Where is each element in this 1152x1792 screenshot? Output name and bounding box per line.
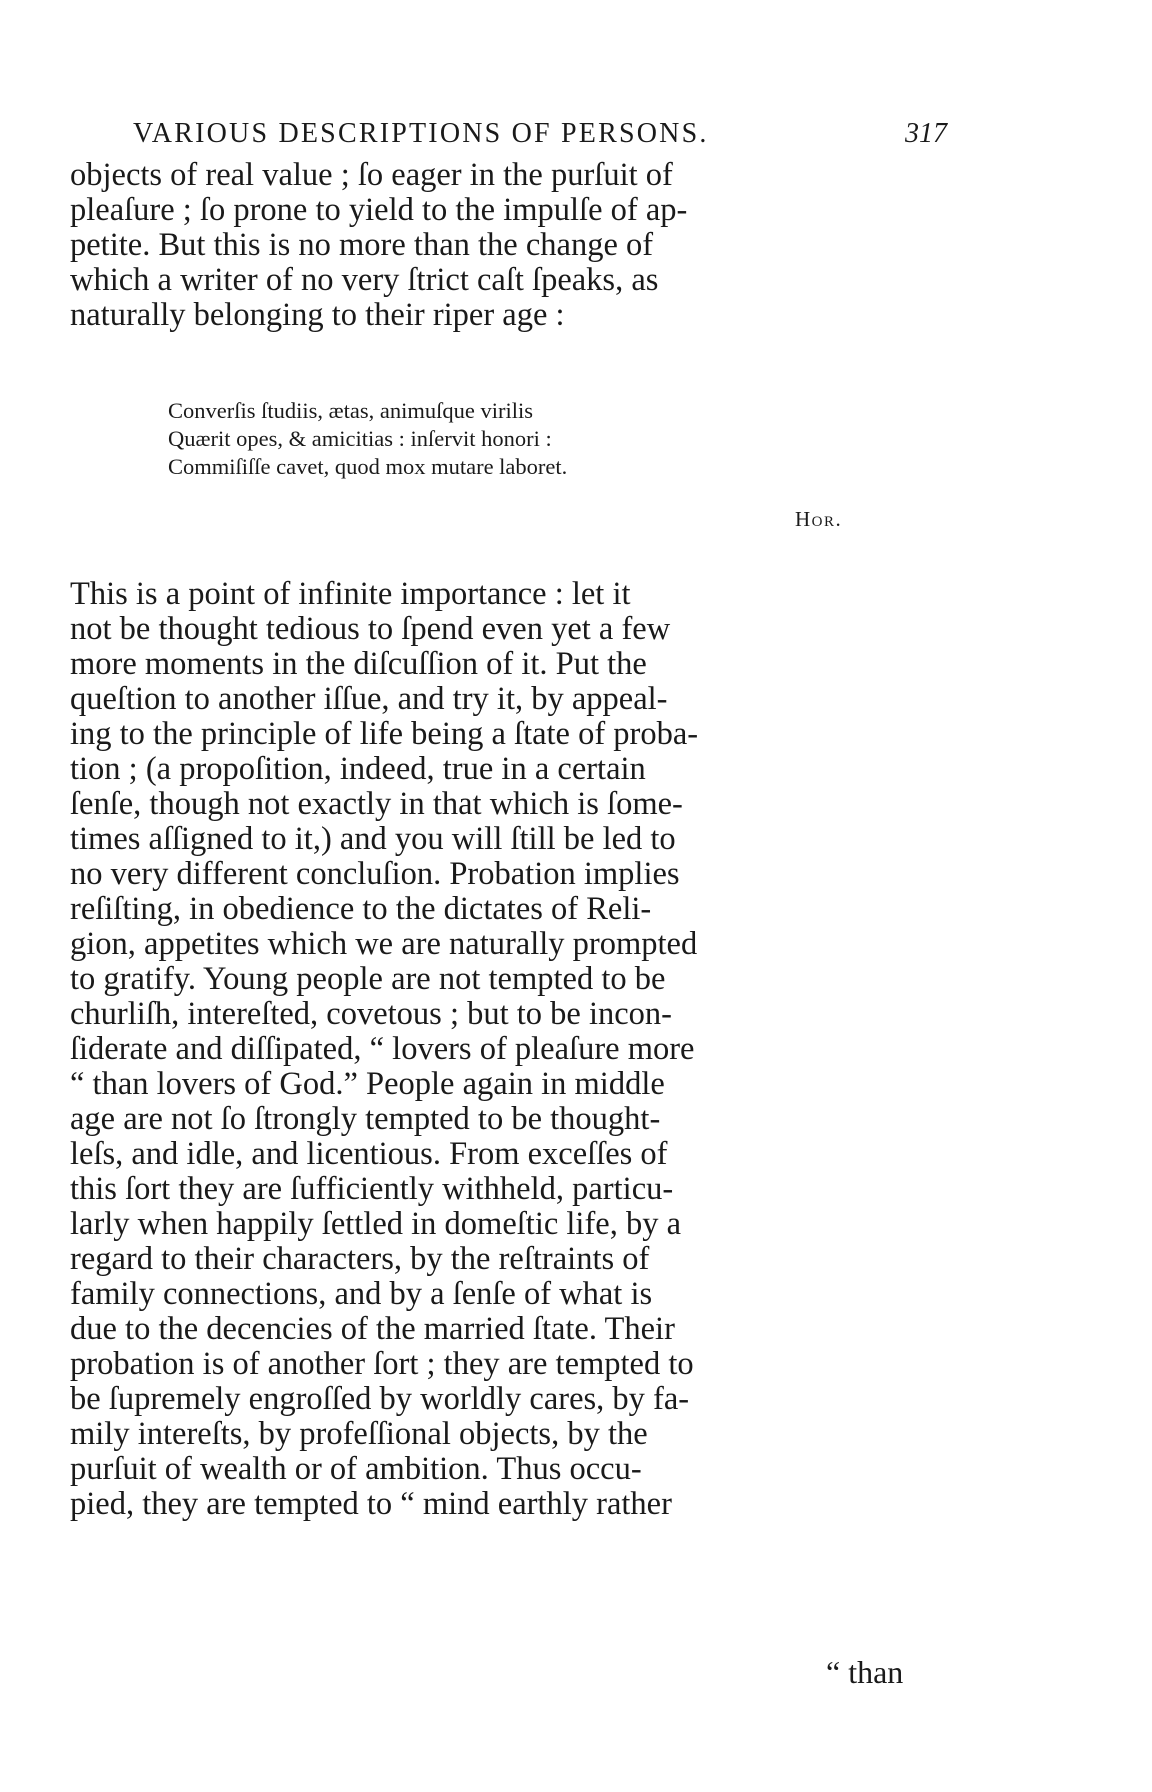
text-line: this ſort they are ſufficiently withheld, particu- — [70, 1171, 674, 1207]
text-line: objects of real value ; ſo eager in the purſuit of — [70, 157, 673, 193]
quote-line: Quærit opes, & amicitias : inſervit honori : — [168, 426, 552, 451]
text-line: reſiſting, in obedience to the dictates of Reli- — [70, 891, 652, 927]
text-line: probation is of another ſort ; they are tempted to — [70, 1346, 694, 1382]
quote-attribution: Hor. — [795, 507, 843, 531]
text-line: churliſh, intereſted, covetous ; but to be incon- — [70, 996, 672, 1032]
text-line: queſtion to another iſſue, and try it, by appeal- — [70, 681, 668, 717]
quote-line: Converſis ſtudiis, ætas, animuſque virilis — [168, 398, 533, 423]
text-line: ſenſe, though not exactly in that which is ſome- — [70, 786, 683, 822]
text-line: This is a point of infinite importance : let it — [70, 576, 631, 612]
running-head-title: VARIOUS DESCRIPTIONS OF PERSONS. — [133, 118, 709, 149]
text-line: regard to their characters, by the reſtraints of — [70, 1241, 650, 1277]
page-number: 317 — [905, 118, 947, 149]
text-line: petite. But this is no more than the change of — [70, 227, 654, 263]
text-line: not be thought tedious to ſpend even yet a few — [70, 611, 671, 647]
text-line: times aſſigned to it,) and you will ſtill be led to — [70, 821, 676, 857]
text-line: tion ; (a propoſition, indeed, true in a certain — [70, 751, 646, 787]
text-line: mily intereſts, by profeſſional objects, by the — [70, 1416, 648, 1452]
text-line: ing to the principle of life being a ſtate of proba- — [70, 716, 699, 752]
text-line: pied, they are tempted to “ mind earthly rather — [70, 1486, 672, 1522]
text-line: no very different concluſion. Probation implies — [70, 856, 680, 892]
catchword: “ than — [826, 1654, 904, 1690]
quote-line: Commiſiſſe cavet, quod mox mutare laboret. — [168, 454, 568, 479]
text-line: more moments in the diſcuſſion of it. Put the — [70, 646, 647, 682]
text-line: age are not ſo ſtrongly tempted to be thought- — [70, 1101, 661, 1137]
text-line: be ſupremely engroſſed by worldly cares, by fa- — [70, 1381, 690, 1417]
text-line: which a writer of no very ſtrict caſt ſpeaks, as — [70, 262, 659, 298]
text-line: due to the decencies of the married ſtate. Their — [70, 1311, 675, 1347]
text-line: ſiderate and diſſipated, “ lovers of pleaſure more — [70, 1031, 695, 1067]
text-line: larly when happily ſettled in domeſtic life, by a — [70, 1206, 682, 1242]
text-line: pleaſure ; ſo prone to yield to the impulſe of ap- — [70, 192, 688, 228]
text-line: gion, appetites which we are naturally prompted — [70, 926, 698, 962]
text-line: purſuit of wealth or of ambition. Thus occu- — [70, 1451, 642, 1487]
text-line: “ than lovers of God.” People again in middle — [70, 1066, 665, 1102]
text-line: naturally belonging to their riper age : — [70, 297, 565, 333]
text-line: to gratify. Young people are not tempted to be — [70, 961, 666, 997]
text-line: family connections, and by a ſenſe of what is — [70, 1276, 653, 1312]
text-line: leſs, and idle, and licentious. From exceſſes of — [70, 1136, 668, 1172]
